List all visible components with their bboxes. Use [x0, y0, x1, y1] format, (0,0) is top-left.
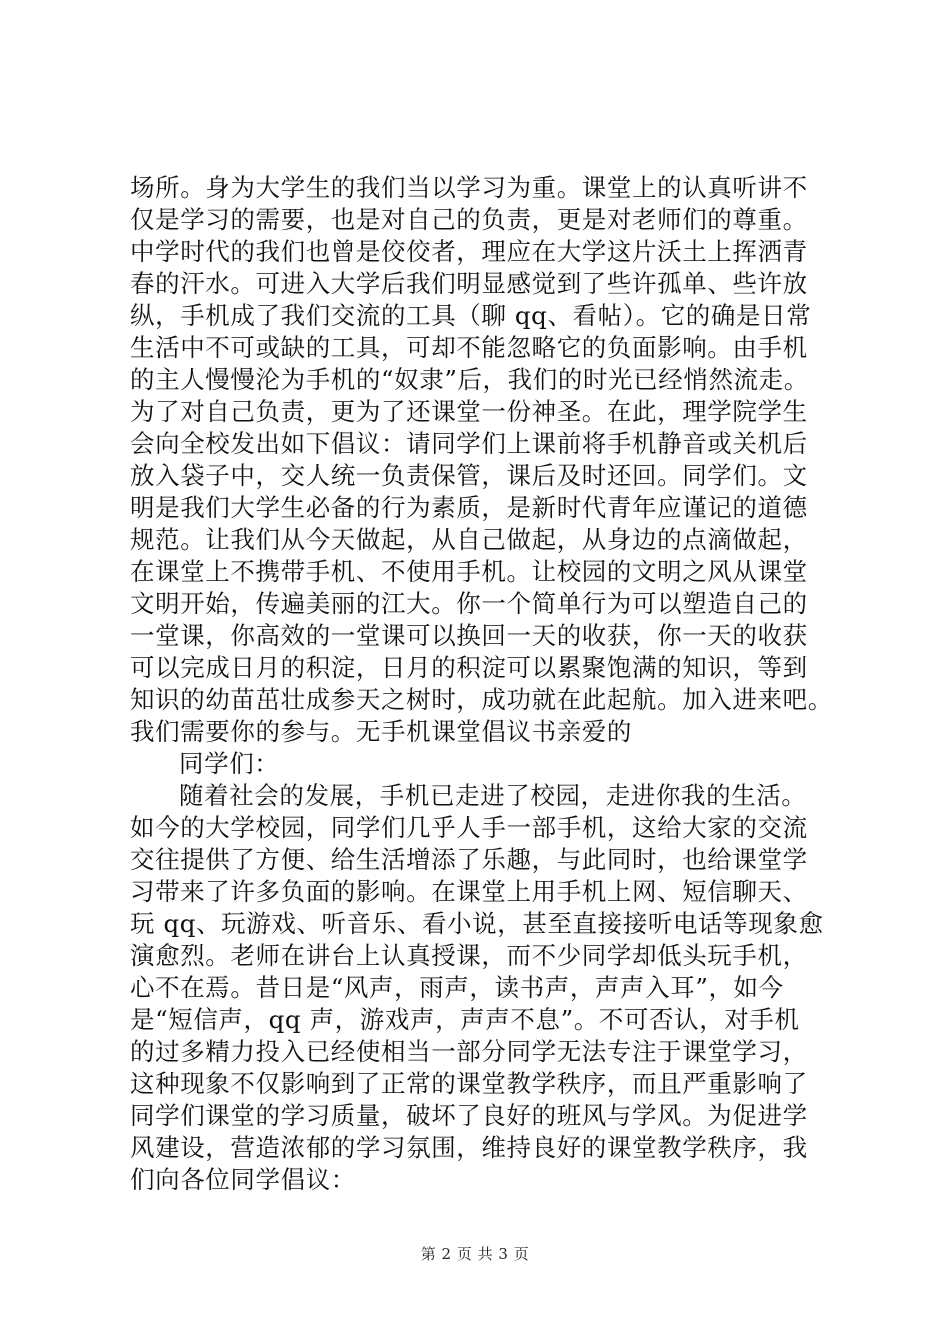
text-line: 可以完成日月的积淀，日月的积淀可以累聚饱满的知识，等到 — [130, 653, 808, 682]
text-line: 文明开始，传遍美丽的江大。你一个简单行为可以塑造自己的 — [130, 589, 808, 618]
text-line: 演愈烈。老师在讲台上认真授课，而不少同学却低头玩手机， — [130, 941, 808, 970]
text-line: 心不在焉。昔日是“风声，雨声，读书声，声声入耳”，如今 — [130, 973, 784, 1002]
text-line: 放入袋子中，交人统一负责保管，课后及时还回。同学们。文 — [130, 461, 808, 490]
text-line: 在课堂上不携带手机、不使用手机。让校园的文明之风从课堂 — [130, 557, 808, 586]
text-line: 会向全校发出如下倡议：请同学们上课前将手机静音或关机后 — [130, 429, 808, 458]
text-line: 是“短信声，qq 声，游戏声，声声不息”。不可否认，对手机 — [130, 1005, 800, 1034]
paragraph-first-line: 随着社会的发展，手机已走进了校园，走进你我的生活。 — [179, 781, 807, 810]
text-line: 玩 qq、玩游戏、听音乐、看小说，甚至直接接听电话等现象愈 — [130, 909, 824, 938]
text-line: 的主人慢慢沦为手机的“奴隶”后，我们的时光已经悄然流走。 — [130, 365, 809, 394]
text-line: 这种现象不仅影响到了正常的课堂教学秩序，而且严重影响了 — [130, 1069, 808, 1098]
text-line: 知识的幼苗茁壮成参天之树时，成功就在此起航。加入进来吧。 — [130, 685, 833, 714]
text-line: 仅是学习的需要，也是对自己的负责，更是对老师们的尊重。 — [130, 205, 808, 234]
text-line: 明是我们大学生必备的行为素质，是新时代青年应谨记的道德 — [130, 493, 808, 522]
text-line: 交往提供了方便、给生活增添了乐趣，与此同时，也给课堂学 — [130, 845, 808, 874]
text-line: 一堂课，你高效的一堂课可以换回一天的收获，你一天的收获 — [130, 621, 808, 650]
text-line: 场所。身为大学生的我们当以学习为重。课堂上的认真听讲不 — [130, 173, 808, 202]
salutation-line: 同学们： — [179, 749, 280, 778]
text-line: 我们需要你的参与。无手机课堂倡议书亲爱的 — [130, 717, 632, 746]
document-body — [130, 172, 860, 1196]
text-line: 为了对自己负责，更为了还课堂一份神圣。在此，理学院学生 — [130, 397, 808, 426]
text-line: 们向各位同学倡议： — [130, 1165, 356, 1194]
page-number-footer: 第 2 页 共 3 页 — [420, 1245, 530, 1263]
text-line: 的过多精力投入已经使相当一部分同学无法专注于课堂学习， — [130, 1037, 808, 1066]
text-line: 规范。让我们从今天做起，从自己做起，从身边的点滴做起， — [130, 525, 808, 554]
text-line: 生活中不可或缺的工具，可却不能忽略它的负面影响。由手机 — [130, 333, 808, 362]
text-line: 习带来了许多负面的影响。在课堂上用手机上网、短信聊天、 — [130, 877, 808, 906]
text-line: 纵，手机成了我们交流的工具（聊 qq、看帖）。它的确是日常 — [130, 301, 812, 330]
text-line: 春的汗水。可进入大学后我们明显感觉到了些许孤单、些许放 — [130, 269, 808, 298]
text-line: 中学时代的我们也曾是佼佼者，理应在大学这片沃土上挥洒青 — [130, 237, 808, 266]
text-line: 风建设，营造浓郁的学习氛围，维持良好的课堂教学秩序，我 — [130, 1133, 808, 1162]
text-line: 同学们课堂的学习质量，破坏了良好的班风与学风。为促进学 — [130, 1101, 808, 1130]
text-line: 如今的大学校园，同学们几乎人手一部手机，这给大家的交流 — [130, 813, 808, 842]
